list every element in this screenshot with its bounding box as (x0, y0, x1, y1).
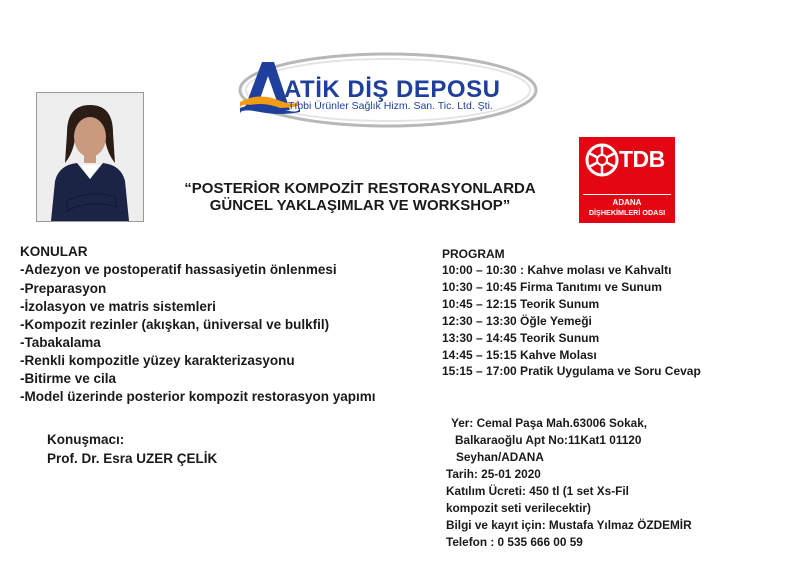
tdb-abbr: TDB (619, 146, 665, 172)
event-title-line2: GÜNCEL YAKLAŞIMLAR VE WORKSHOP” (209, 197, 511, 214)
event-date: Tarih: 25-01 2020 (446, 467, 541, 481)
tdb-emblem-icon (583, 141, 621, 179)
phone-number: Telefon : 0 535 666 00 59 (446, 535, 583, 549)
program-item: 14:45 – 15:15 Kahve Molası (442, 348, 597, 362)
program-heading: PROGRAM (442, 247, 505, 261)
program-item: 13:30 – 14:45 Teorik Sunum (442, 331, 600, 345)
tdb-org: DİŞHEKİMLERİ ODASI (588, 208, 666, 217)
program-item: 15:15 – 17:00 Pratik Uygulama ve Soru Cevap (442, 364, 701, 378)
topic-item: -Kompozit rezinler (akışkan, üniversal ve bulkfil) (20, 317, 330, 332)
fee-line1: Katılım Ücreti: 450 tl (1 set Xs-Fil (446, 484, 629, 498)
speaker-name: Prof. Dr. Esra UZER ÇELİK (47, 451, 218, 466)
topic-item: -Tabakalama (20, 335, 101, 350)
topic-item: -Preparasyon (20, 281, 107, 296)
address-line1: Yer: Cemal Paşa Mah.63006 Sokak, (451, 416, 648, 430)
topic-item: -Renkli kompozitle yüzey karakterizasyonu (20, 353, 295, 368)
address-line3: Seyhan/ADANA (456, 450, 544, 464)
contact-info: Bilgi ve kayıt için: Mustafa Yılmaz ÖZDEMİR (446, 518, 692, 532)
topics-heading: KONULAR (20, 244, 88, 259)
speaker-photo (36, 92, 144, 222)
topic-item: -İzolasyon ve matris sistemleri (20, 299, 216, 314)
program-item: 10:30 – 10:45 Firma Tanıtımı ve Sunum (442, 280, 662, 294)
tdb-city: ADANA (612, 198, 642, 207)
tdb-divider (583, 194, 671, 195)
program-item: 12:30 – 13:30 Öğle Yemeği (442, 314, 592, 328)
topic-item: -Model üzerinde posterior kompozit restorasyon yapımı (20, 389, 376, 404)
logo-subtitle: Tıbbi Ürünler Sağlık Hizm. San. Tic. Ltd. Şti. (288, 100, 493, 112)
fee-line2: kompozit seti verilecektir) (446, 501, 591, 515)
program-item: 10:00 – 10:30 : Kahve molası ve Kahvaltı (442, 263, 672, 277)
logo-title: ATİK DİŞ DEPOSU (284, 76, 501, 103)
speaker-label: Konuşmacı: (47, 432, 125, 447)
address-line2: Balkaraoğlu Apt No:11Kat1 01120 (455, 433, 642, 447)
topic-item: -Adezyon ve postoperatif hassasiyetin önlenmesi (20, 262, 337, 277)
program-item: 10:45 – 12:15 Teorik Sunum (442, 297, 600, 311)
topic-item: -Bitirme ve cila (20, 371, 117, 386)
event-title-line1: “POSTERİOR KOMPOZİT RESTORASYONLARDA (184, 180, 536, 197)
